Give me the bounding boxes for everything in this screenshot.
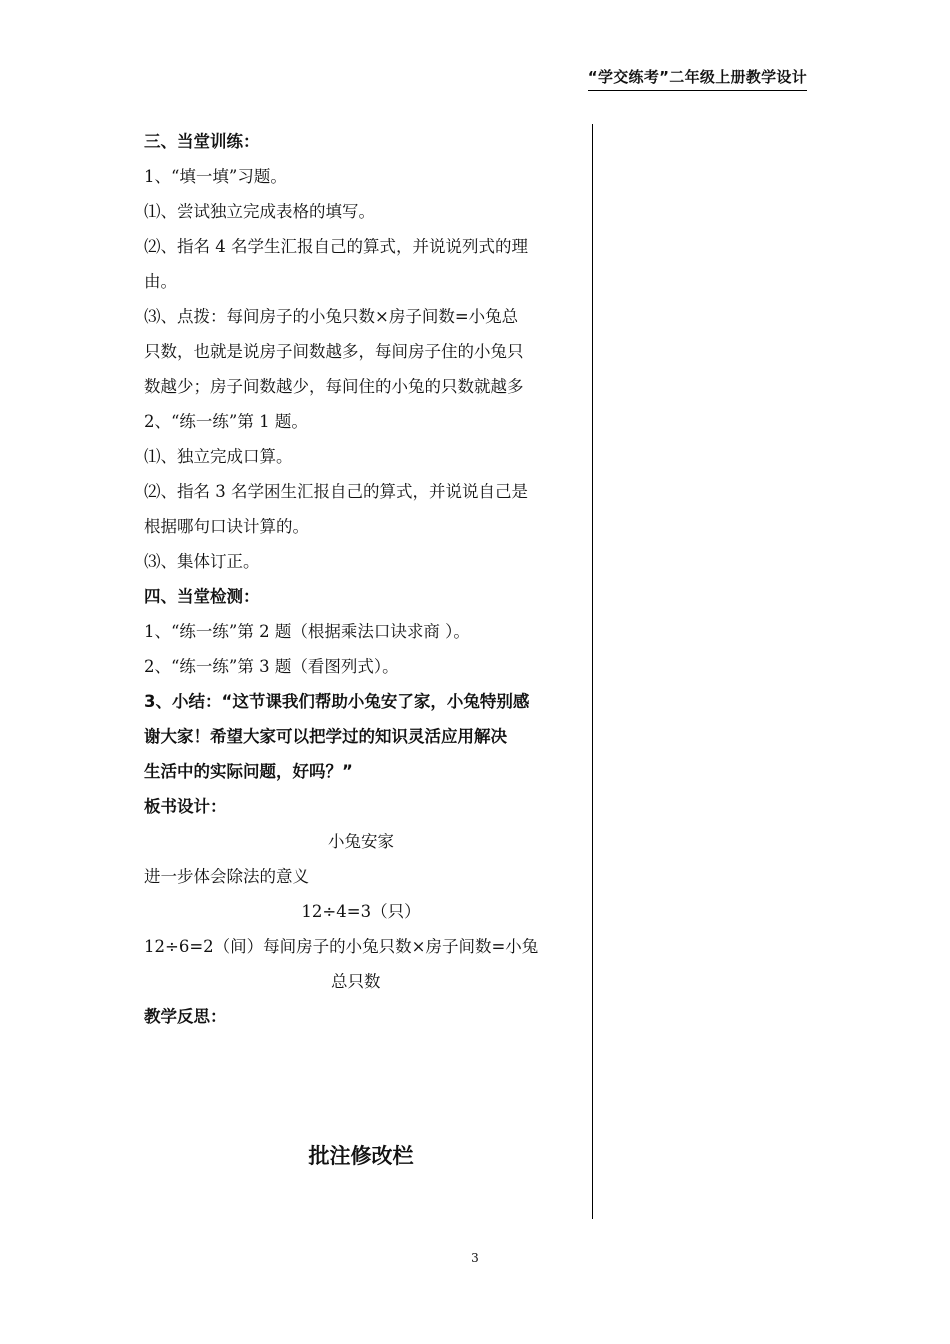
text-line: ⑴、尝试独立完成表格的填写。 xyxy=(144,202,375,221)
text-line: 2、“练一练”第 3 题（看图列式）。 xyxy=(144,657,399,676)
text-line: 根据哪句口诀计算的。 xyxy=(144,517,309,536)
running-header: “学交练考”二年级上册教学设计 xyxy=(588,66,807,91)
text-line: ⑵、指名 3 名学困生汇报自己的算式，并说说自己是 xyxy=(144,482,528,501)
text-line: 1、“练一练”第 2 题（根据乘法口诀求商 ）。 xyxy=(144,622,470,641)
page-number: 3 xyxy=(471,1251,479,1265)
text-line: 谢大家！希望大家可以把学过的知识灵活应用解决 xyxy=(144,727,507,746)
text-line: 12÷4=3（只） xyxy=(301,902,421,921)
text-line: ⑶、集体订正。 xyxy=(144,552,260,571)
text-line: 只数，也就是说房子间数越多，每间房子住的小兔只 xyxy=(144,342,524,361)
text-line: 数越少；房子间数越少，每间住的小兔的只数就越多 xyxy=(144,377,524,396)
text-line: 3、小结：“这节课我们帮助小兔安了家，小兔特别感 xyxy=(144,692,530,711)
text-line: 小兔安家 xyxy=(328,832,394,851)
text-line: ⑶、点拨：每间房子的小兔只数×房子间数=小兔总 xyxy=(144,307,519,326)
text-line: 板书设计： xyxy=(144,797,227,816)
text-line: 进一步体会除法的意义 xyxy=(144,867,309,886)
column-divider xyxy=(592,124,593,1219)
text-line: 2、“练一练”第 1 题。 xyxy=(144,412,308,431)
main-column xyxy=(144,124,578,1034)
annotation-column-title: 批注修改栏 xyxy=(308,1144,414,1168)
text-line: ⑴、独立完成口算。 xyxy=(144,447,293,466)
text-line: 1、“填一填”习题。 xyxy=(144,167,287,186)
text-line: 12÷6=2（间）每间房子的小兔只数×房子间数=小兔 xyxy=(144,937,539,956)
text-line: 总只数 xyxy=(331,972,381,991)
text-line: 三、当堂训练： xyxy=(144,132,260,151)
text-line: ⑵、指名 4 名学生汇报自己的算式，并说说列式的理 xyxy=(144,237,528,256)
text-line: 教学反思： xyxy=(144,1007,227,1026)
text-line: 四、当堂检测： xyxy=(144,587,260,606)
text-line: 生活中的实际问题，好吗？” xyxy=(144,762,353,781)
text-line: 由。 xyxy=(144,272,177,291)
